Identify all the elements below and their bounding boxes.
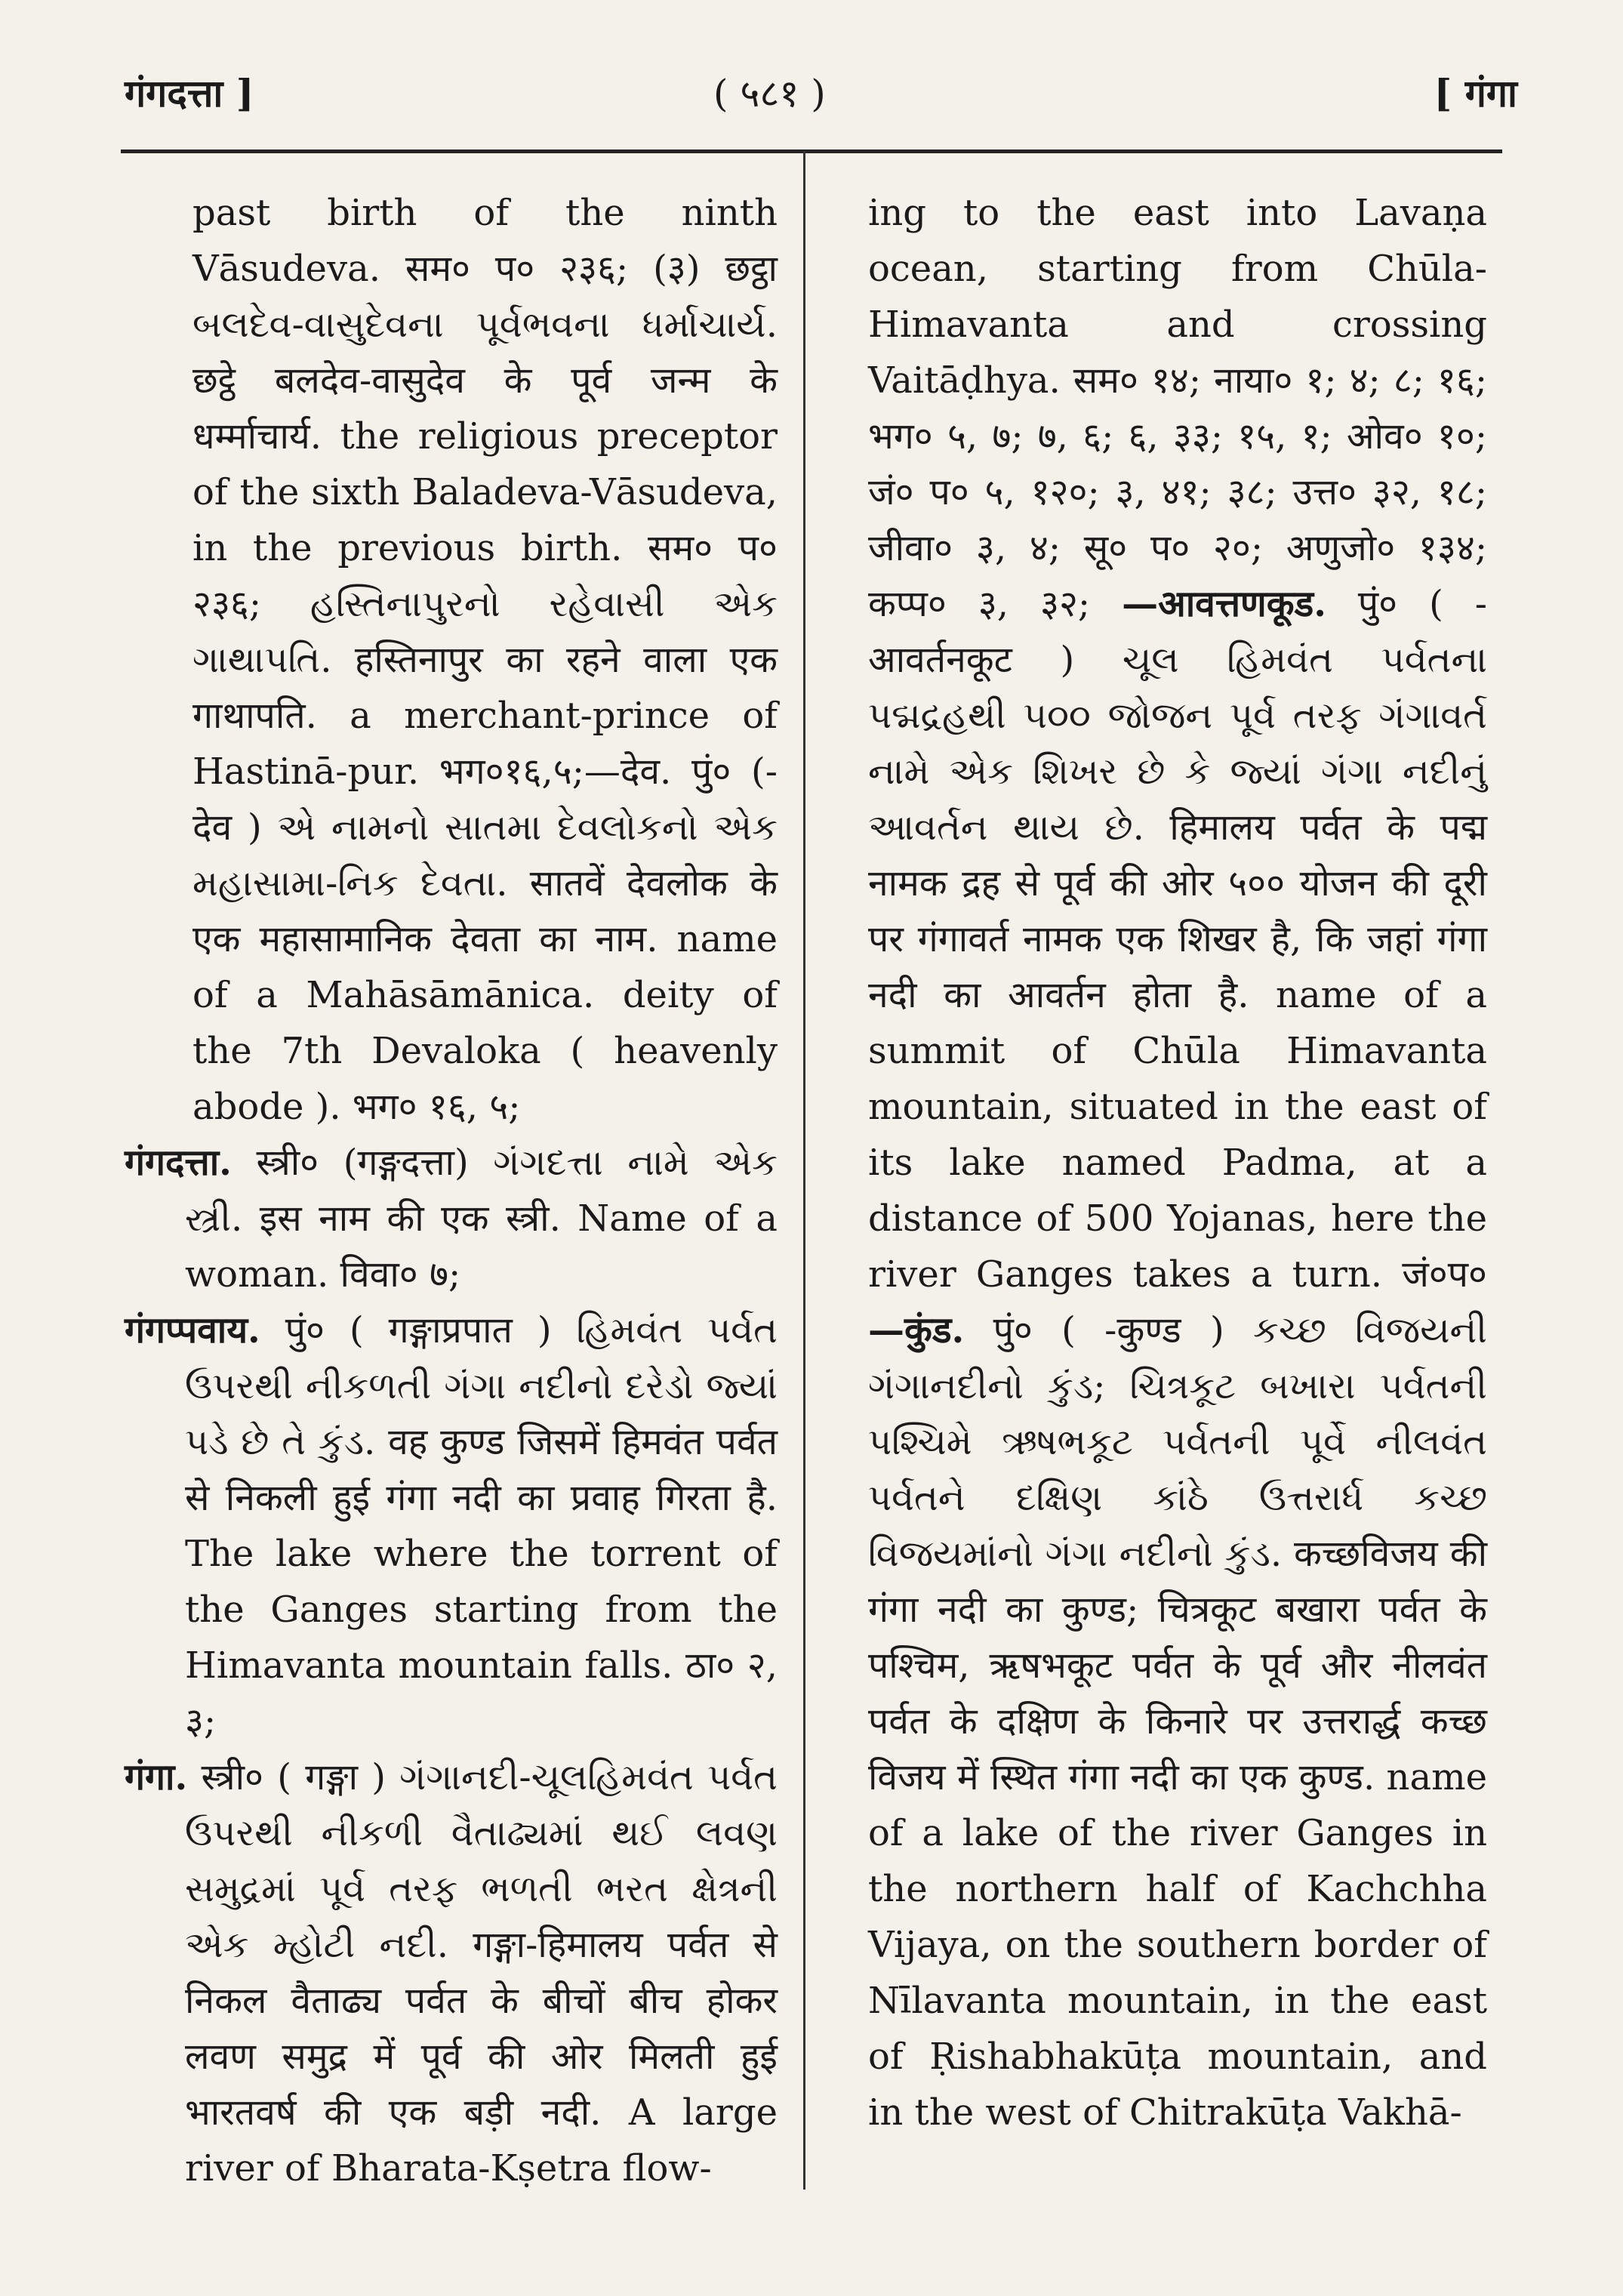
headword: गंगप्पवाय. xyxy=(125,1309,260,1351)
headword: गंगदत्ता. xyxy=(125,1142,232,1184)
column-divider xyxy=(803,151,805,2190)
entry-text: ing to the east into Lavaṇa ocean, starting from Chūla-Himavanta and crossing Vaitāḍhya. सम० १४; नाया० १; ४; ८; १६; भग० ५, ७; ७, ६; ६, ३३; १५, १; ओव० १०; जं० प० ५, १२०; ३, ४१; ३८; उत्त० ३२, १८; जीवा० ३, ४; सू० प० २०; अणुजो० १३४; कप्प० ३, ३२; xyxy=(868,192,1487,625)
entry-text: पुं० ( -आवर्तनकूट ) ચૂલ હિમવંત પર્વતના પદ્મદ્રહથી ૫૦૦ જોજન પૂર્વ તરફ ગંગાવર્ત નામે એક શિખર છે કે જ્યાં ગંગા નદીનું આવર્તન થાય છે. हिमालय पर्वत के पद्म नामक द्रह से पूर्व की ओर ५०० योजन की दूरी पर गंगावर्त नामक एक शिखर है, कि जहां गंगा नदी का आवर्तन होता है. name of a summit of Chūla Himavanta mountain, situated in the east of its lake named Padma, at a distance of 500 Yojanas, here the river Ganges takes a turn. जं०प० xyxy=(868,583,1488,1296)
headword: गंगा. xyxy=(125,1756,188,1798)
subheadword: —कुंड. xyxy=(868,1309,965,1351)
entry-continuation xyxy=(125,185,778,1135)
header-rule xyxy=(121,149,1502,153)
entry-text: स्त्री० (गङ्गदत्ता) ગંગદત્તા નામે એક સ્ત્રી. इस नाम की एक स्त्री. Name of a woman. विवा० ७; xyxy=(185,1142,778,1296)
entry-text: पुं० ( -कुण्ड ) કચ્છ વિજયની ગંગાનદીનો કુંડ; ચિત્રકૂટ બખારા પર્વતની પશ્ચિમે ઋષભકૂટ પર્વતની પૂર્વે નીલવંત પર્વતને દક્ષિણ કાંઠે ઉત્તરાર્ધ કચ્છ વિજયમાંનો ગંગા નદીનો કુંડ. कच्छविजय की गंगा नदी का कुण्ड; चित्रकूट बखारा पर्वत के पश्चिम, ऋषभकूट पर्वत के पूर्व और नीलवंत पर्वत के दक्षिण के किनारे पर उत्तरार्द्ध कच्छ विजय में स्थित गंगा नदी का एक कुण्ड. name of a lake of the river Ganges in the northern half of Kachchha Vijaya, on the southern border of Nīlavanta mountain, in the east of Ṛishabhakūṭa mountain, and in the west of Chitrakūṭa Vakhā- xyxy=(868,1309,1487,2134)
header-right-guideword: [ गंगा xyxy=(1434,71,1517,116)
subheadword: —आवत्तणकूड. xyxy=(1122,583,1326,625)
entry-continuation xyxy=(868,185,1487,2140)
entry-ganga xyxy=(125,1749,778,2196)
entry-text: past birth of the ninth Vāsudeva. सम० प० २३६; (३) छट्ठा બલદેવ-વાસુદેવના પૂર્વભવના ધર્માચાર્ય. छट्ठे बलदेव-वासुदेव के पूर्व जन्म के धर्म्माचार्य. the religious preceptor of the sixth Baladeva-Vāsudeva, in the previous birth. सम० प० २३६; હસ્તિનાપુરનો રહેવાસી એક ગાથાપતિ. हस्तिनापुर का रहने वाला एक गाथापति. a merchant-prince of Hastinā-pur. भग०१६,५;—देव. पुं० (-देव ) એ નામનો સાતમા દેવલોકનો એક મહાસામા-નિક દેવતા. सातवें देवलोक के एक महासामानिक देवता का नाम. name of a Mahāsāmānica. deity of the 7th Devaloka ( heavenly abode ). भग० १६, ५; xyxy=(192,192,778,1128)
left-column xyxy=(125,185,778,2196)
page-number: ( ५८१ ) xyxy=(713,72,826,116)
entry-text: स्त्री० ( गङ्गा ) ગંગાનદી-ચૂલહિમવંત પર્વત ઉપરથી નીકળી વૈતાઢ્યમાં થઈ લવણ સમુદ્રમાં પૂર્વ તરફ ભળતી ભરત ક્ષેત્રની એક મ્હોટી નદી. गङ्गा-हिमालय पर्वत से निकल वैताढ्य पर्वत के बीचों बीच होकर लवण समुद्र में पूर्व की ओर मिलती हुई भारतवर्ष की एक बड़ी नदी. A large river of Bharata-Kṣetra flow- xyxy=(185,1756,778,2190)
entry-gangappavaya xyxy=(125,1302,778,1749)
entry-text: पुं० ( गङ्गाप्रपात ) હિમવંત પર્વત ઉપરથી નીકળતી ગંગા નદીનો દરેડો જ્યાં પડે છે તે કુંડ. वह कुण्ड जिसमें हिमवंत पर्वत से निकली हुई गंगा नदी का प्रवाह गिरता है. The lake where the torrent of the Ganges starting from the Himavanta mountain falls. ठा० २, ३; xyxy=(185,1309,778,1743)
right-column xyxy=(868,185,1487,2140)
entry-gangadatta xyxy=(125,1135,778,1302)
header-left-guideword: गंगदत्ता ] xyxy=(125,71,254,116)
